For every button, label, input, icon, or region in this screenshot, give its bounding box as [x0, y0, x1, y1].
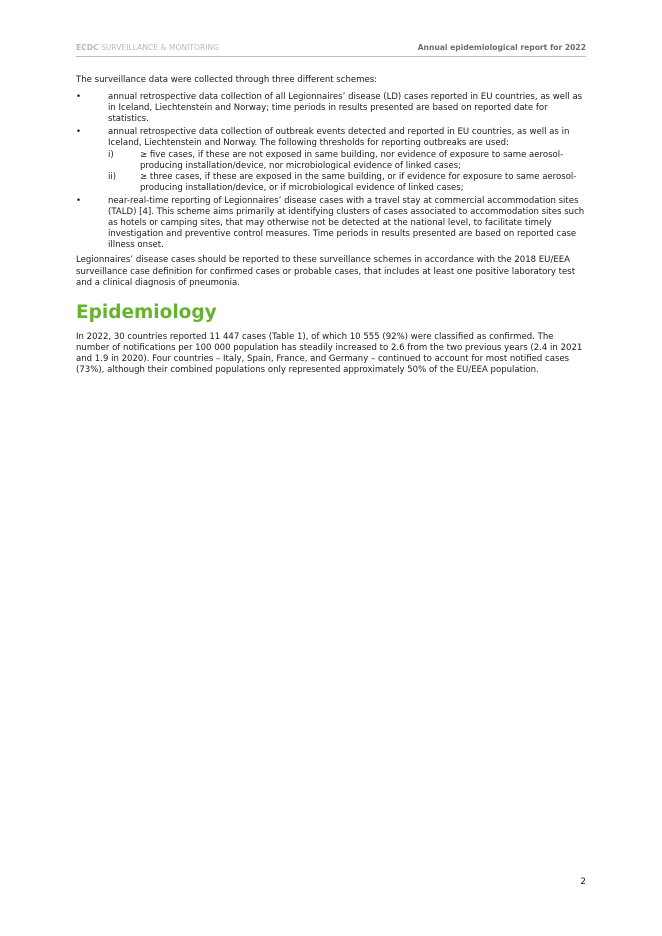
intro-paragraph: The surveillance data were collected through three different schemes: — [76, 75, 378, 85]
threshold-text: ≥ three cases, if these are exposed in the same building, or if evidence for exposure to same aerosol-producing installation/device, or if microbiological evidence of linked cases; — [140, 171, 577, 193]
threshold-item — [108, 172, 586, 194]
scheme-item-tald — [76, 196, 586, 251]
threshold-marker: i) — [108, 149, 114, 160]
bullet-icon: • — [76, 127, 82, 138]
scheme-item-text: annual retrospective data collection of all Legionnaires’ disease (LD) cases reported in EU countries, as well as in Iceland, Liechtenstein and Norway; time periods in results presented are based on reported date for statistics. — [108, 92, 583, 125]
threshold-text: ≥ five cases, if these are not exposed in same building, nor evidence of exposure to same aerosol-producing installation/device, nor microbiological evidence of linked cases; — [140, 149, 564, 171]
header-publisher — [76, 43, 219, 53]
page-header — [76, 42, 586, 57]
header-publisher-rest: SURVEILLANCE & MONITORING — [98, 43, 220, 52]
threshold-item — [108, 150, 586, 172]
schemes-list — [76, 92, 586, 251]
scheme-item-text: annual retrospective data collection of outbreak events detected and reported in EU countries, as well as in Iceland, Liechtenstein and Norway. The following thresholds for reporting outbreaks are used: — [108, 127, 570, 149]
page-content — [76, 75, 586, 376]
scheme-item-outbreaks — [76, 127, 586, 194]
section-heading-epidemiology: Epidemiology — [76, 301, 217, 323]
epidemiology-paragraph: In 2022, 30 countries reported 11 447 cases (Table 1), of which 10 555 (92%) were classified as confirmed. The number of notifications per 100 000 population has steadily increased to 2.6 from the two previous years (2.4 in 2021 and 1.9 in 2020). Four countries – Italy, Spain, France, and Germany – continued to account for most notified cases (73%), although their combined populations only represented approximately 50% of the EU/EEA population. — [76, 331, 583, 375]
header-report-title: Annual epidemiological report for 2022 — [417, 43, 586, 52]
page-number: 2 — [580, 877, 586, 887]
threshold-marker: ii) — [108, 171, 117, 182]
bullet-icon: • — [76, 195, 82, 206]
scheme-item-text: near-real-time reporting of Legionnaires’ disease cases with a travel stay at commercial accommodation sites (TALD) [4]. This scheme aims primarily at identifying clusters of cases associated to accommodation sites such as hotels or camping sites, that may otherwise not be detected at the national level, to facilitate timely investigation and preventive control measures. Time periods in results presented are based on reported case illness onset. — [108, 195, 585, 251]
header-publisher-bold: ECDC — [76, 43, 99, 52]
threshold-list — [108, 150, 586, 194]
case-definition-paragraph: Legionnaires’ disease cases should be reported to these surveillance schemes in accordance with the 2018 EU/EEA surveillance case definition for confirmed cases or probable cases, that includes at least one positive laboratory test and a clinical diagnosis of pneumonia. — [76, 255, 576, 288]
bullet-icon: • — [76, 92, 82, 103]
scheme-item-ld-cases — [76, 92, 586, 125]
